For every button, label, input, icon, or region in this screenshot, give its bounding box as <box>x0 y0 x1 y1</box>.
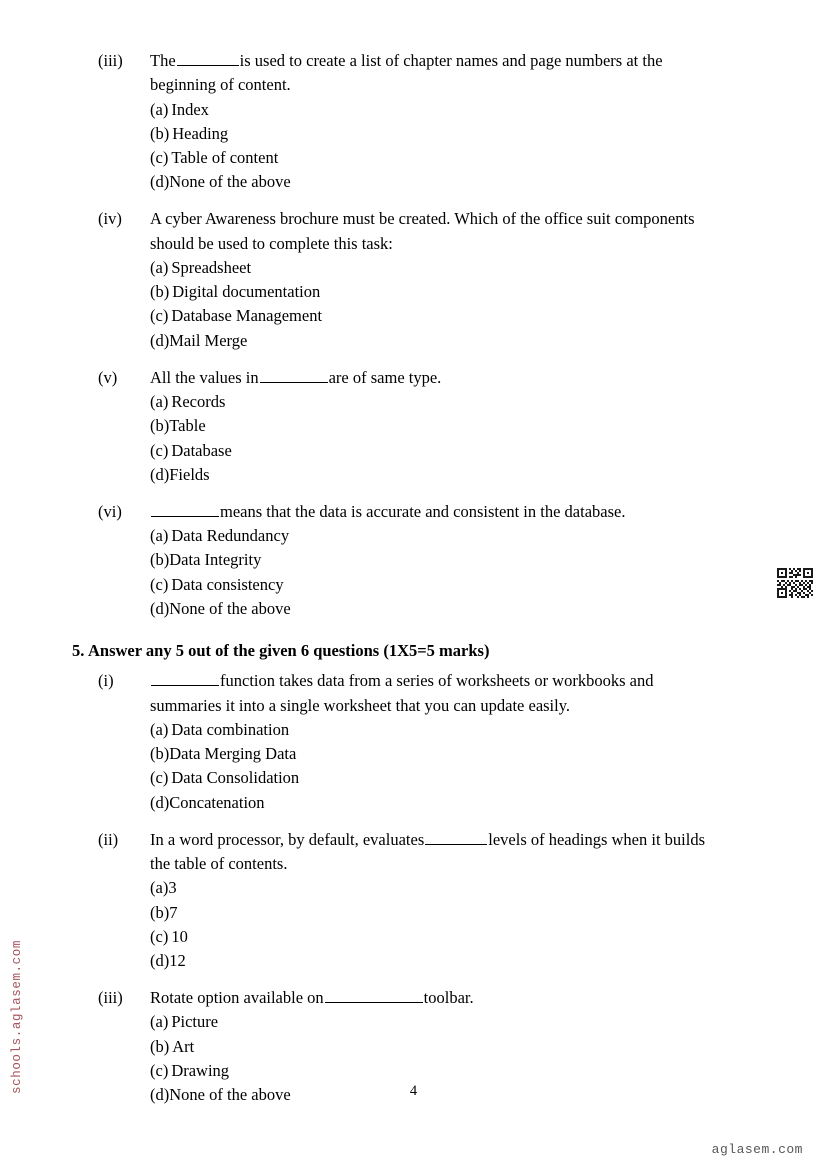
option-letter: (c) <box>150 1060 169 1080</box>
option-letter: (b) <box>150 744 170 764</box>
option-letter: (c) <box>150 574 169 594</box>
option-label: Art <box>172 1036 195 1056</box>
option-label: Records <box>171 392 226 412</box>
list-item[interactable] <box>150 597 727 621</box>
list-item[interactable] <box>150 901 727 925</box>
option-label: Database Management <box>171 306 323 326</box>
page-number: 4 <box>409 1083 418 1099</box>
question-text-after: toolbar. <box>423 988 474 1008</box>
question-marker: (i) <box>98 671 114 691</box>
option-letter: (d) <box>150 330 170 350</box>
question-text <box>150 986 727 1010</box>
option-letter: (b) <box>150 282 170 302</box>
option-letter: (c) <box>150 926 169 946</box>
qr-code-svg <box>775 566 817 600</box>
list-item[interactable] <box>150 98 727 122</box>
option-letter: (a) <box>150 526 169 546</box>
list-item[interactable] <box>150 304 727 328</box>
list-item[interactable] <box>150 390 727 414</box>
option-letter: (b) <box>150 550 170 570</box>
list-item[interactable] <box>150 949 727 973</box>
option-label: Fields <box>169 464 210 484</box>
question-text-after: is used to create a list of chapter names and page numbers at the beginning of content. <box>150 51 663 95</box>
option-letter: (d) <box>150 792 170 812</box>
question-text <box>150 669 727 718</box>
fill-blank <box>425 831 487 845</box>
fill-blank <box>151 503 219 517</box>
side-watermark: schools.aglasem.com <box>10 940 24 1094</box>
option-label: Concatenation <box>169 792 265 812</box>
question-marker: (iii) <box>98 51 123 70</box>
option-label: Picture <box>171 1012 219 1032</box>
option-label: None of the above <box>169 172 291 192</box>
list-item[interactable] <box>150 414 727 438</box>
list-item[interactable] <box>150 791 727 815</box>
question-text-before: Rotate option available on <box>150 988 324 1008</box>
question-text-before: In a word processor, by default, evaluates <box>150 829 425 849</box>
list-item[interactable] <box>150 742 727 766</box>
question-iii <box>0 49 827 194</box>
option-label: Data Redundancy <box>171 526 290 546</box>
question-text-before: The <box>150 51 176 70</box>
option-letter: (d) <box>150 172 170 192</box>
list-item[interactable] <box>150 766 727 790</box>
question-text <box>150 49 727 98</box>
fill-blank <box>177 52 239 66</box>
option-letter: (b) <box>150 902 170 922</box>
list-item[interactable] <box>150 122 727 146</box>
main-question-heading: Answer any 5 out of the given 6 questions (1X5=5 marks) <box>88 641 490 661</box>
question-marker: (iii) <box>98 988 123 1008</box>
option-letter: (a) <box>150 258 169 277</box>
question-marker: (vi) <box>98 501 122 521</box>
option-label: Data Integrity <box>169 550 262 570</box>
fill-blank <box>325 989 423 1003</box>
sub-question-i <box>0 669 827 814</box>
question-text-before: A cyber Awareness brochure must be created. Which of the office suit components should be used to complete this task: <box>150 209 695 253</box>
option-label: Table <box>169 416 206 436</box>
option-list <box>150 524 727 621</box>
option-label: Mail Merge <box>169 330 248 350</box>
option-letter: (d) <box>150 1085 170 1105</box>
option-label: 7 <box>169 902 178 922</box>
list-item[interactable] <box>150 1059 727 1083</box>
question-v <box>0 366 827 487</box>
option-letter: (a) <box>150 1012 169 1032</box>
option-label: Data Consolidation <box>171 768 300 788</box>
list-item[interactable] <box>150 439 727 463</box>
option-label: 3 <box>168 878 177 898</box>
question-text-after: levels of headings when it builds the table of contents. <box>150 829 706 874</box>
option-label: Drawing <box>171 1060 230 1080</box>
list-item[interactable] <box>150 1010 727 1034</box>
option-label: Digital documentation <box>172 282 321 302</box>
option-list <box>150 390 727 487</box>
list-item[interactable] <box>150 925 727 949</box>
option-list <box>150 98 727 195</box>
list-item[interactable] <box>150 1035 727 1059</box>
option-label: None of the above <box>169 1085 291 1105</box>
option-letter: (b) <box>150 416 170 436</box>
question-text <box>150 828 727 877</box>
list-item[interactable] <box>150 573 727 597</box>
list-item[interactable] <box>150 524 727 548</box>
option-letter: (c) <box>150 440 169 460</box>
option-letter: (d) <box>150 464 170 484</box>
list-item[interactable] <box>150 280 727 304</box>
option-label: Table of content <box>171 148 279 167</box>
option-letter: (c) <box>150 306 169 326</box>
option-letter: (a) <box>150 878 169 898</box>
option-letter: (a) <box>150 392 169 412</box>
list-item[interactable] <box>150 548 727 572</box>
option-letter: (b) <box>150 123 170 143</box>
list-item[interactable] <box>150 718 727 742</box>
option-list <box>150 256 727 353</box>
main-question-number: 5. <box>72 641 85 661</box>
question-text-before: All the values in <box>150 367 259 387</box>
fill-blank <box>260 369 328 383</box>
sub-question-ii <box>0 828 827 973</box>
qr-code-icon <box>775 566 817 600</box>
option-letter: (a) <box>150 719 169 739</box>
option-letter: (c) <box>150 768 169 788</box>
list-item[interactable] <box>150 329 727 353</box>
option-label: 12 <box>169 950 186 970</box>
main-question-5 <box>0 639 827 663</box>
option-label: Data Merging Data <box>169 744 297 764</box>
question-vi <box>0 500 827 621</box>
option-letter: (d) <box>150 598 170 618</box>
question-text <box>150 207 727 256</box>
option-letter: (d) <box>150 950 170 970</box>
question-marker: (ii) <box>98 829 119 849</box>
option-label: Spreadsheet <box>171 258 252 277</box>
option-letter: (b) <box>150 1036 170 1056</box>
bottom-watermark: aglasem.com <box>711 1142 803 1157</box>
question-text-after: are of same type. <box>328 367 442 387</box>
option-letter: (c) <box>150 148 169 167</box>
list-item[interactable] <box>150 256 727 280</box>
question-marker: (iv) <box>98 209 122 229</box>
option-label: Heading <box>172 123 229 143</box>
option-label: Data combination <box>171 719 290 739</box>
question-text-after: function takes data from a series of worksheets or workbooks and summaries it into a single worksheet that you can update easily. <box>150 671 654 715</box>
option-label: None of the above <box>169 598 291 618</box>
option-label: Data consistency <box>171 574 284 594</box>
list-item[interactable] <box>150 463 727 487</box>
list-item[interactable] <box>150 146 727 170</box>
question-text <box>150 366 727 390</box>
option-label: Database <box>171 440 232 460</box>
option-list <box>150 718 727 815</box>
option-list <box>150 876 727 973</box>
question-iv <box>0 207 827 352</box>
question-text-after: means that the data is accurate and consistent in the database. <box>220 501 626 521</box>
question-text <box>150 500 727 524</box>
option-letter: (a) <box>150 99 169 119</box>
option-label: Index <box>171 99 209 119</box>
list-item[interactable] <box>150 876 727 900</box>
fill-blank <box>151 672 219 686</box>
option-label: 10 <box>171 926 188 946</box>
question-marker: (v) <box>98 367 118 387</box>
list-item[interactable] <box>150 170 727 194</box>
